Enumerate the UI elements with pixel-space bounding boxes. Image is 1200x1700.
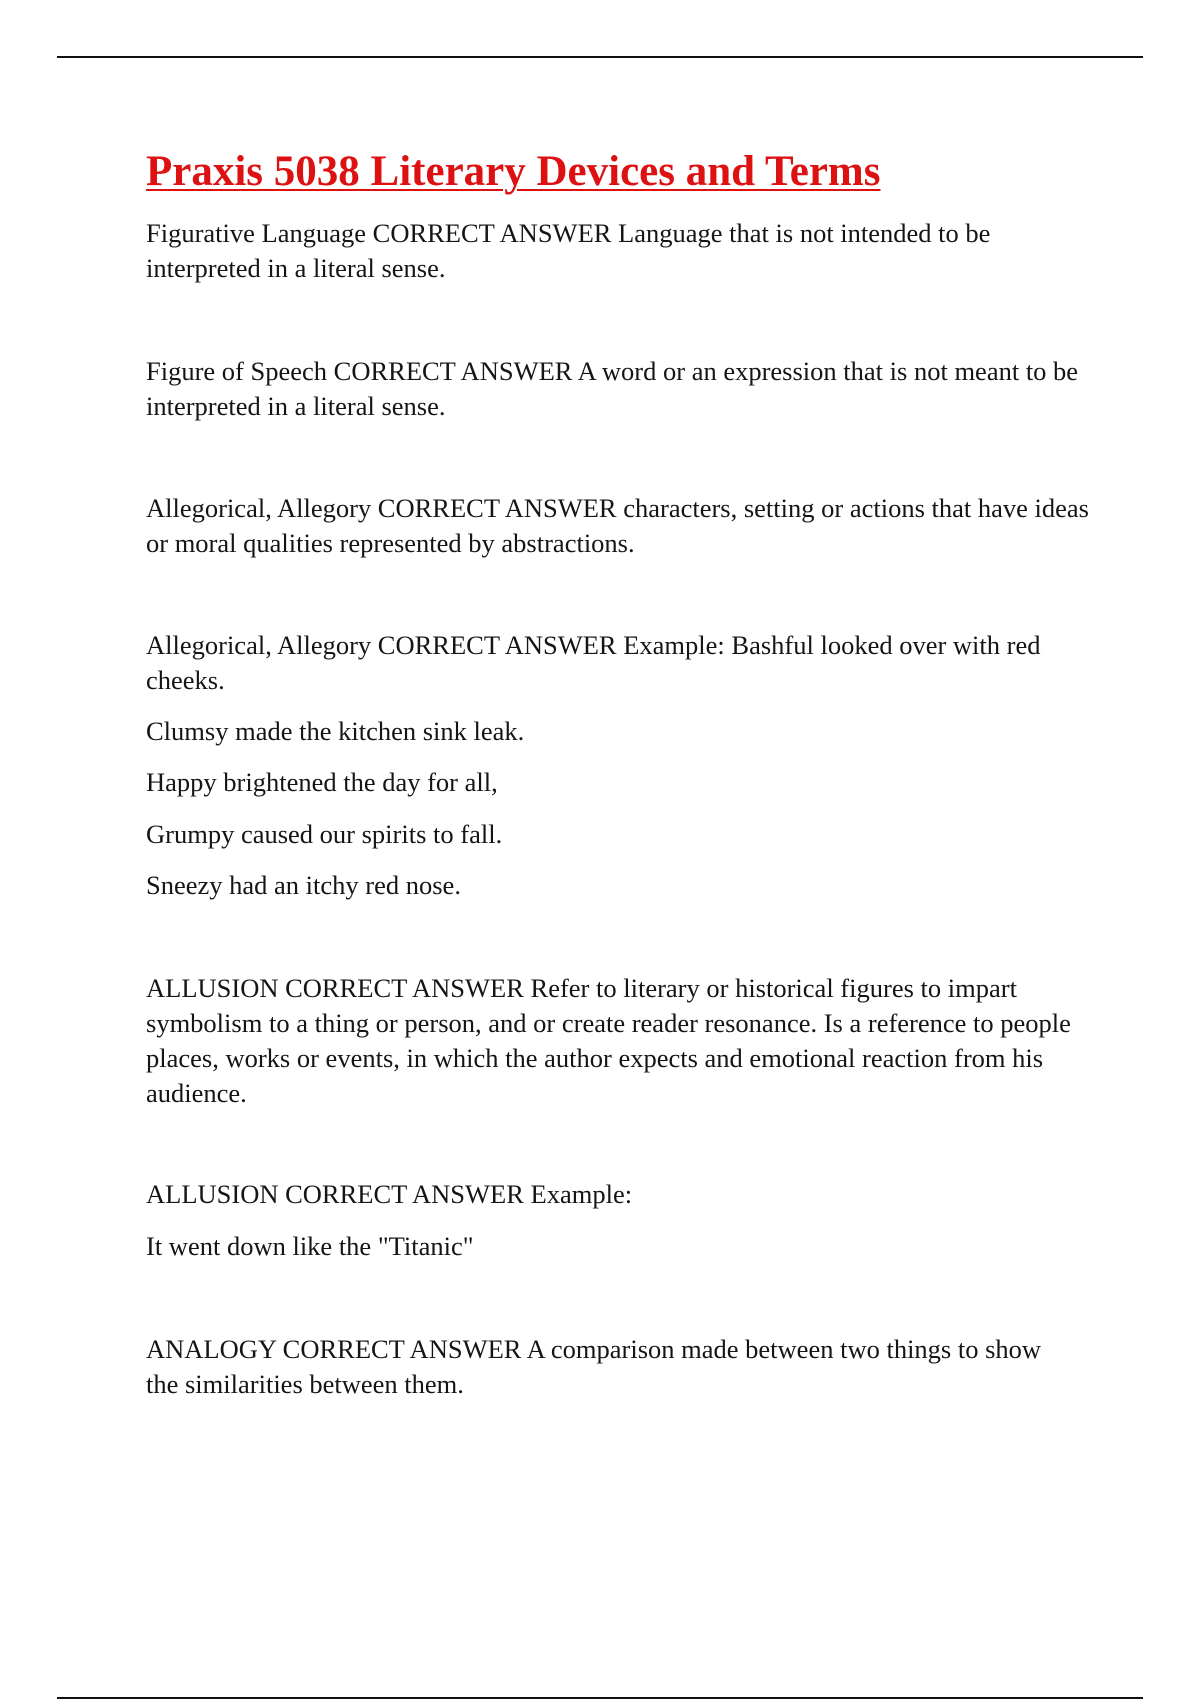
example-line-grumpy: Grumpy caused our spirits to fall. (146, 819, 503, 849)
entry-allusion-example: ALLUSION CORRECT ANSWER Example: (146, 1179, 633, 1209)
entry-figure-of-speech: Figure of Speech CORRECT ANSWER A word or an expression that is not meant to be interpreted in a literal sense. (146, 356, 1079, 421)
entry-allegory-example: Allegorical, Allegory CORRECT ANSWER Example: Bashful looked over with red cheeks. (146, 630, 1041, 695)
example-line-sneezy: Sneezy had an itchy red nose. (146, 870, 461, 900)
top-rule (57, 56, 1143, 58)
example-line-titanic: It went down like the "Titanic" (146, 1231, 474, 1261)
page-title: Praxis 5038 Literary Devices and Terms (146, 148, 881, 195)
entry-allegory-definition: Allegorical, Allegory CORRECT ANSWER characters, setting or actions that have ideas or moral qualities represented by abstractions. (146, 493, 1089, 558)
bottom-rule (57, 1697, 1143, 1699)
example-line-happy: Happy brightened the day for all, (146, 767, 498, 797)
entry-figurative-language: Figurative Language CORRECT ANSWER Language that is not intended to be interpreted in a literal sense. (146, 218, 991, 283)
entry-allusion-definition: ALLUSION CORRECT ANSWER Refer to literary or historical figures to impart symbolism to a thing or person, and or create reader resonance. Is a reference to people places, works or events, in which the author expects and emotional reaction from his audience. (146, 973, 1071, 1108)
example-line-clumsy: Clumsy made the kitchen sink leak. (146, 716, 525, 746)
entry-analogy: ANALOGY CORRECT ANSWER A comparison made between two things to show the similarities between them. (146, 1334, 1042, 1399)
